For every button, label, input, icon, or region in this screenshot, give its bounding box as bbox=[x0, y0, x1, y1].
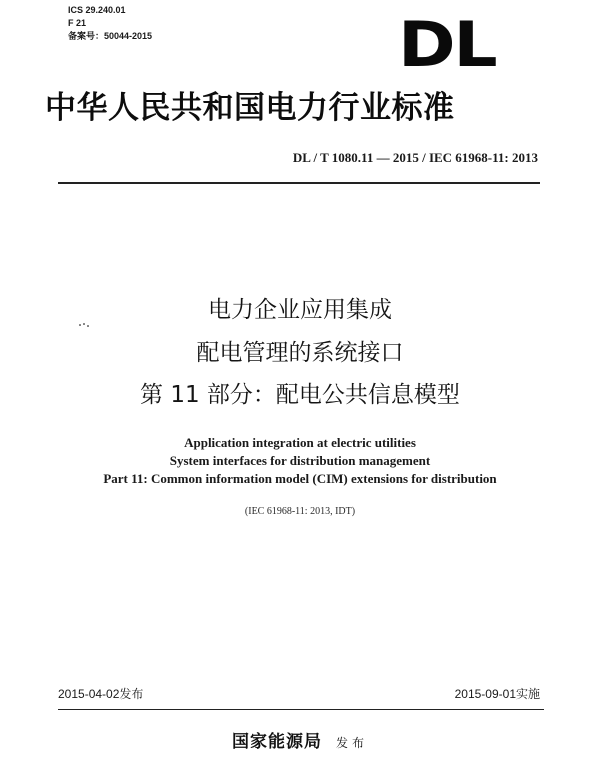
document-identifiers bbox=[68, 4, 152, 43]
footer-divider bbox=[58, 709, 544, 710]
title-zh-line-2: 配电管理的系统接口 bbox=[196, 340, 404, 366]
implement-date: 2015-09-01实施 bbox=[454, 687, 540, 701]
ccs-code: F 21 bbox=[68, 18, 87, 28]
industry-standard-title: 中华人民共和国电力行业标准 bbox=[45, 90, 455, 126]
issuer bbox=[0, 730, 600, 755]
issuer-action: 发布 bbox=[335, 736, 368, 750]
issuer-name: 国家能源局 bbox=[231, 732, 322, 752]
title-zh-line-3: 第 11 部分：配电公共信息模型 bbox=[140, 382, 460, 408]
equivalence-note: (IEC 61968-11: 2013, IDT) bbox=[244, 506, 356, 517]
title-en-line-1: Application integration at electric utilities bbox=[184, 435, 416, 450]
title-zh-line-1: 电力企业应用集成 bbox=[208, 297, 392, 323]
ics-code: ICS 29.240.01 bbox=[68, 5, 126, 15]
header-divider bbox=[58, 182, 540, 184]
dl-logo: DL bbox=[398, 8, 496, 81]
record-number: 备案号：50044-2015 bbox=[68, 31, 153, 41]
title-en-line-2: System interfaces for distribution management bbox=[169, 453, 431, 468]
standard-number: DL / T 1080.11 — 2015 / IEC 61968-11: 2013 bbox=[292, 150, 538, 165]
title-en-line-3: Part 11: Common information model (CIM) extensions for distribution bbox=[103, 471, 497, 486]
publish-date: 2015-04-02发布 bbox=[58, 687, 144, 701]
